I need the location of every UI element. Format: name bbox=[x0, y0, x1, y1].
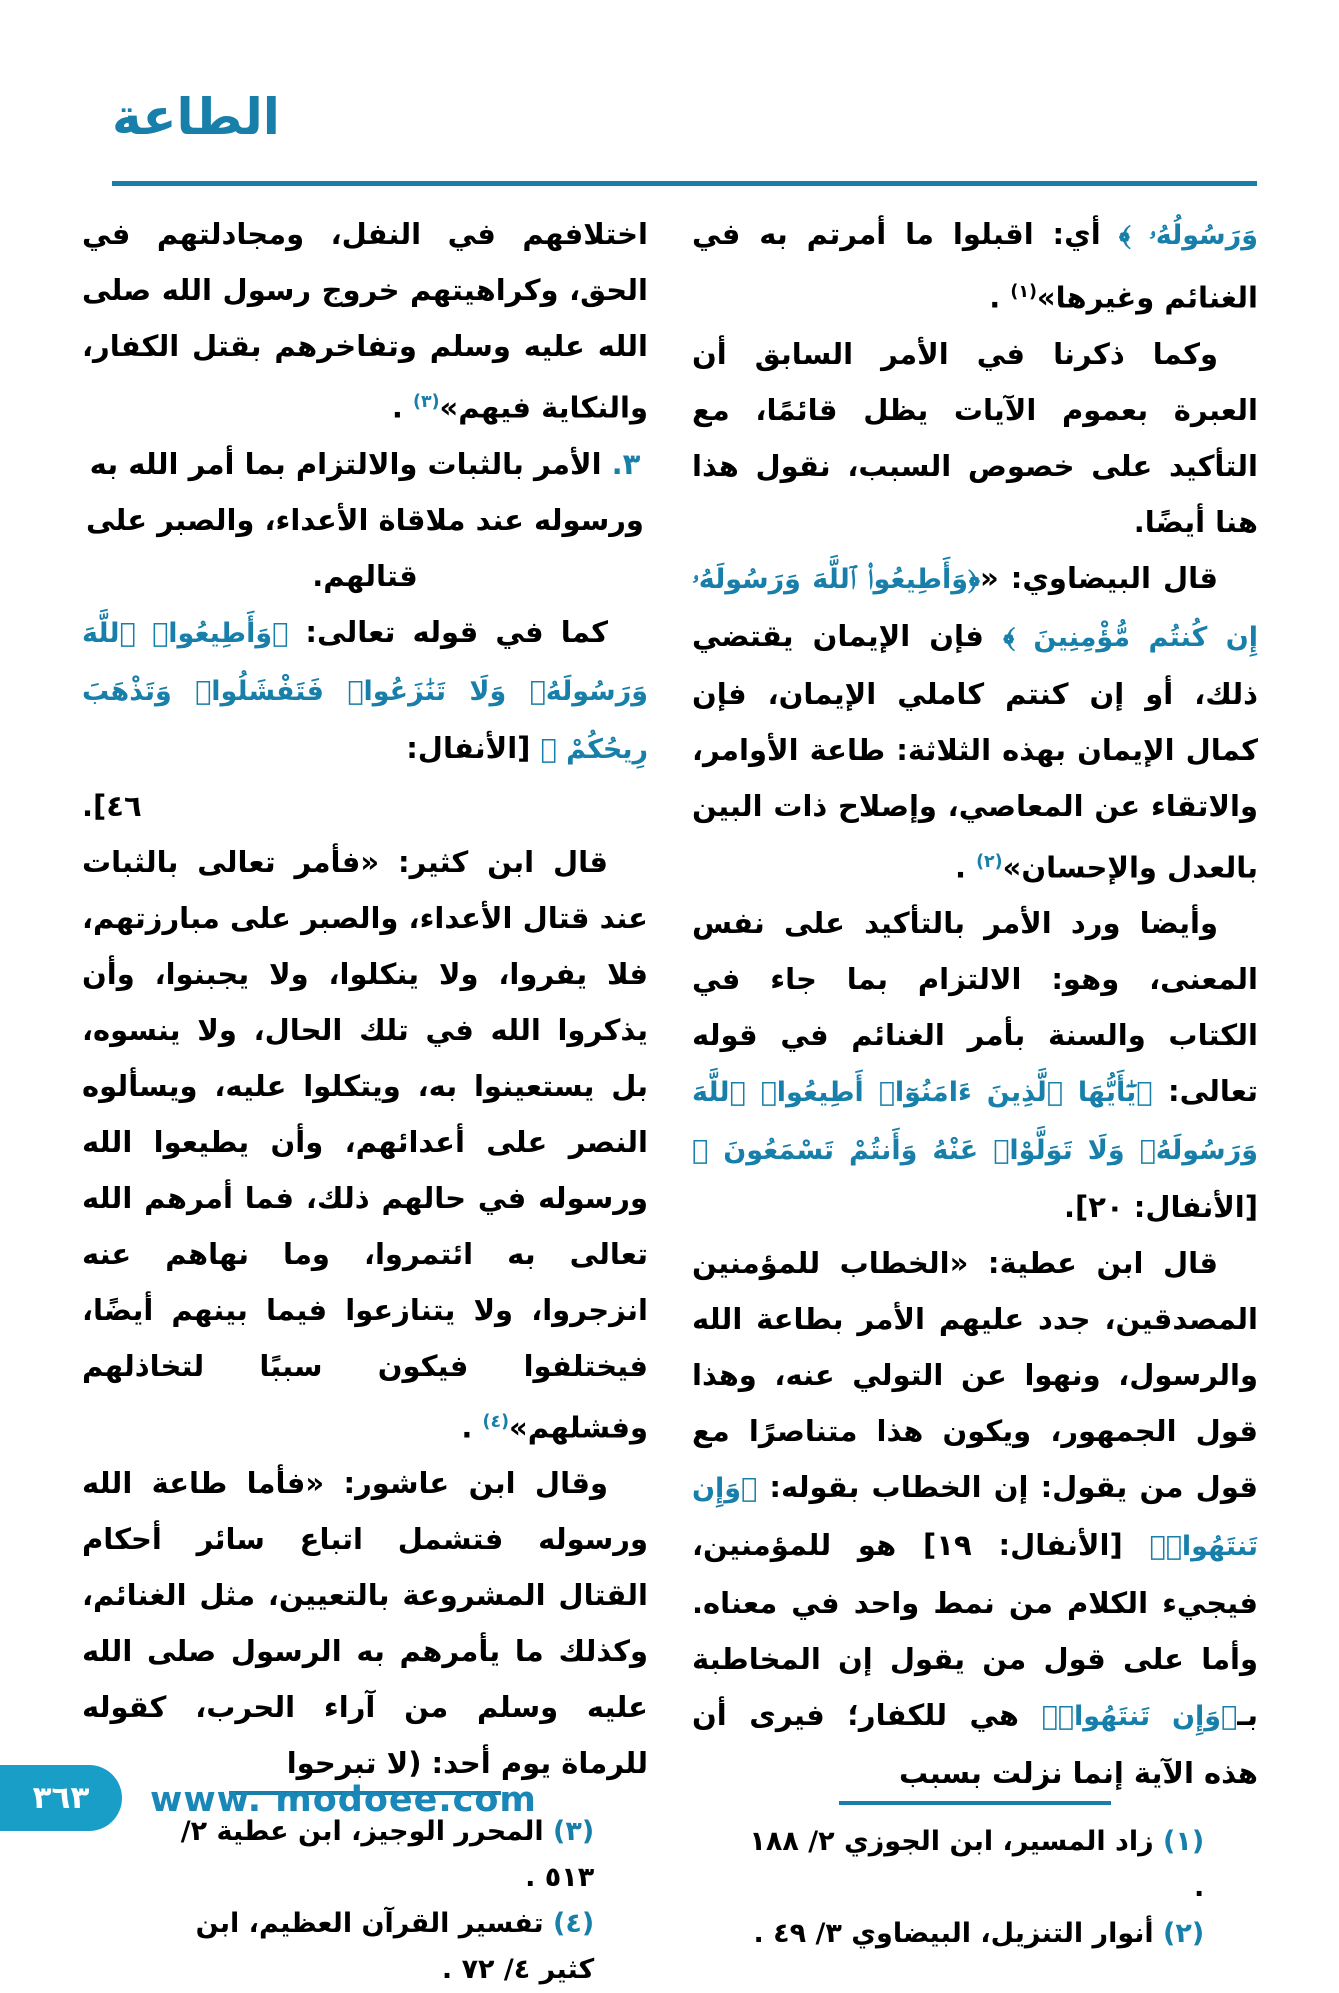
header-rule bbox=[112, 181, 1257, 186]
quran-verse: ﴿وَإِن تَنتَهُوا۟﴾ bbox=[692, 1473, 1258, 1563]
paragraph bbox=[82, 604, 648, 778]
footnote-item bbox=[136, 1809, 594, 1901]
quran-verse: ﴿وَأَطِيعُوا۟ ٱللَّهَ وَرَسُولَهُۥ وَلَا تَنَٰزَعُوا۟ فَتَفْشَلُوا۟ وَتَذْهَبَ رِيحُكُمْ ﴾ bbox=[82, 617, 648, 765]
paragraph bbox=[82, 1455, 648, 1791]
text-run: [الأنفال: ١٩] هو للمؤمنين، فيجيء الكلام من نمط واحد في معناه. وأما على قول من يقول إن المخاطبة بـ bbox=[692, 1528, 1258, 1733]
footnote-number: (٢) bbox=[1153, 1918, 1205, 1950]
column-right-body bbox=[692, 206, 1258, 1801]
footnote-text: أنوار التنزيل، البيضاوي ٣/ ٤٩ . bbox=[753, 1918, 1154, 1950]
text-run: قال ابن كثير: «فأمر تعالى بالثبات عند قتال الأعداء، والصبر على مبارزتهم، فلا يفروا، ولا ينكلوا، ولا يجبنوا، وأن يذكروا الله في تلك الحال، ولا ينسوه، بل يستعينوا به، ويتكلوا عليه، ويسألوه النصر على أعدائهم، وأن يطيعوا الله ورسوله في حالهم ذلك، فما أمرهم الله تعالى به ائتمروا، وما نهاهم عنه انزجروا، ولا يتنازعوا فيما بينهم أيضًا، فيختلفوا فيكون سببًا لتخاذلهم وفشلهم» bbox=[82, 844, 648, 1445]
page-title: الطاعة bbox=[112, 88, 280, 146]
text-run: الأمر بالثبات والالتزام بما أمر الله به ورسوله عند ملاقاة الأعداء، والصبر على قتالهم. bbox=[86, 446, 644, 593]
text-run: [الأنفال: ٢٠]. bbox=[1064, 1190, 1258, 1225]
page-number-badge: ٣٦٣ bbox=[0, 1765, 122, 1831]
footnote-item bbox=[746, 1911, 1204, 1957]
column-left-body bbox=[82, 206, 648, 1791]
footnote-item bbox=[746, 1819, 1204, 1911]
footnotes-right bbox=[692, 1801, 1258, 1957]
text-run: اختلافهم في النفل، ومجادلتهم في الحق، وكراهيتهم خروج رسول الله صلى الله عليه وسلم وتفاخرهم بقتل الكفار، والنكاية فيهم» bbox=[82, 217, 648, 425]
text-run: ٤٦]. bbox=[82, 788, 142, 823]
paragraph bbox=[692, 895, 1258, 1235]
text-run: [الأنفال: bbox=[406, 730, 541, 765]
paragraph bbox=[82, 834, 648, 1456]
column-right bbox=[692, 206, 1259, 1950]
footnote-list bbox=[136, 1809, 594, 1993]
paragraph bbox=[692, 206, 1258, 326]
text-run: وكما ذكرنا في الأمر السابق أن العبرة بعموم الآيات يظل قائمًا، مع التأكيد على خصوص السبب، نقول هذا هنا أيضًا. bbox=[692, 336, 1258, 539]
footnote-item bbox=[136, 1901, 594, 1993]
quran-verse: وَرَسُولُهُۥ ﴾ bbox=[1100, 220, 1258, 251]
list-number: ٣. bbox=[601, 446, 641, 481]
text-run: قال ابن عطية: «الخطاب للمؤمنين المصدقين، جدد عليهم الأمر بطاعة الله والرسول، ونهوا عن التولي عنه، وهذا قول الجمهور، ويكون هذا متناصرًا مع قول من يقول: إن الخطاب بقوله: bbox=[692, 1246, 1258, 1505]
footnote-ref: (٤) bbox=[482, 1411, 510, 1432]
footnotes-left bbox=[82, 1791, 648, 1993]
footnote-ref: (١) bbox=[1010, 282, 1037, 302]
paragraph bbox=[692, 326, 1258, 550]
paragraph bbox=[82, 778, 648, 834]
footnote-number: (٣) bbox=[543, 1816, 595, 1848]
text-run: . bbox=[461, 1410, 483, 1445]
footnote-number: (١) bbox=[1153, 1826, 1205, 1858]
text-run: قال البيضاوي: « bbox=[979, 560, 1219, 595]
paragraph bbox=[82, 206, 648, 436]
quran-verse: ﴿وَإِن تَنتَهُوا۟﴾ bbox=[1041, 1701, 1238, 1733]
footnote-number: (٤) bbox=[543, 1908, 595, 1940]
footnote-list bbox=[746, 1819, 1204, 1957]
footnote-text: المحرر الوجيز، ابن عطية ٢/ ٥١٣ . bbox=[180, 1816, 595, 1894]
text-run: وقال ابن عاشور: «فأما طاعة الله ورسوله فتشمل اتباع سائر أحكام القتال المشروعة بالتعيين، مثل الغنائم، وكذلك ما يأمرهم به الرسول صلى الله عليه وسلم من آراء الحرب، كقوله للرماة يوم أحد: (لا تبرحوا bbox=[82, 1466, 648, 1781]
paragraph bbox=[692, 1235, 1258, 1801]
text-run: وأيضا ورد الأمر بالتأكيد على نفس المعنى، وهو: الالتزام بما جاء في الكتاب والسنة بأمر الغنائم في قوله تعالى: bbox=[692, 906, 1259, 1109]
footnote-separator bbox=[839, 1801, 1111, 1805]
footnote-text: زاد المسير، ابن الجوزي ٢/ ١٨٨ . bbox=[749, 1826, 1205, 1904]
text-run: . bbox=[989, 280, 1011, 315]
footnote-text: تفسير القرآن العظيم، ابن كثير ٤/ ٧٢ . bbox=[195, 1908, 595, 1986]
quran-verse: ﴿يَٰٓأَيُّهَا ٱلَّذِينَ ءَامَنُوٓا۟ أَطِيعُوا۟ ٱللَّهَ وَرَسُولَهُۥ وَلَا تَوَلَّوْا۟ عَنْهُ وَأَنتُمْ تَسْمَعُونَ ﴾ bbox=[692, 1077, 1258, 1167]
footnote-ref: (٢) bbox=[976, 851, 1003, 872]
quran-verse: ﴿وَأَطِيعُوا۟ ٱللَّهَ وَرَسُولَهُۥ إِن كُنتُم مُّؤْمِنِينَ ﴾ bbox=[692, 563, 1258, 653]
text-run: هي للكفار؛ فيرى أن هذه الآية إنما نزلت بسبب bbox=[692, 1698, 1258, 1791]
footnote-ref: (٣) bbox=[413, 392, 440, 412]
paragraph bbox=[692, 550, 1258, 896]
text-run: فإن الإيمان يقتضي ذلك، أو إن كنتم كاملي الإيمان، فإن كمال الإيمان بهذه الثلاثة: طاعة الأوامر، والاتقاء عن المعاصي، وإصلاح ذات البين بالعدل والإحسان» bbox=[692, 618, 1258, 885]
text-run: . bbox=[391, 390, 413, 425]
text-run: كما في قوله تعالى: bbox=[288, 614, 608, 649]
text-run: . bbox=[954, 850, 977, 885]
website-url: www. modoee.com bbox=[150, 1780, 537, 1820]
text-run: أي: اقبلوا ما أمرتم به في الغنائم وغيرها» bbox=[692, 217, 1258, 315]
paragraph bbox=[82, 436, 648, 604]
